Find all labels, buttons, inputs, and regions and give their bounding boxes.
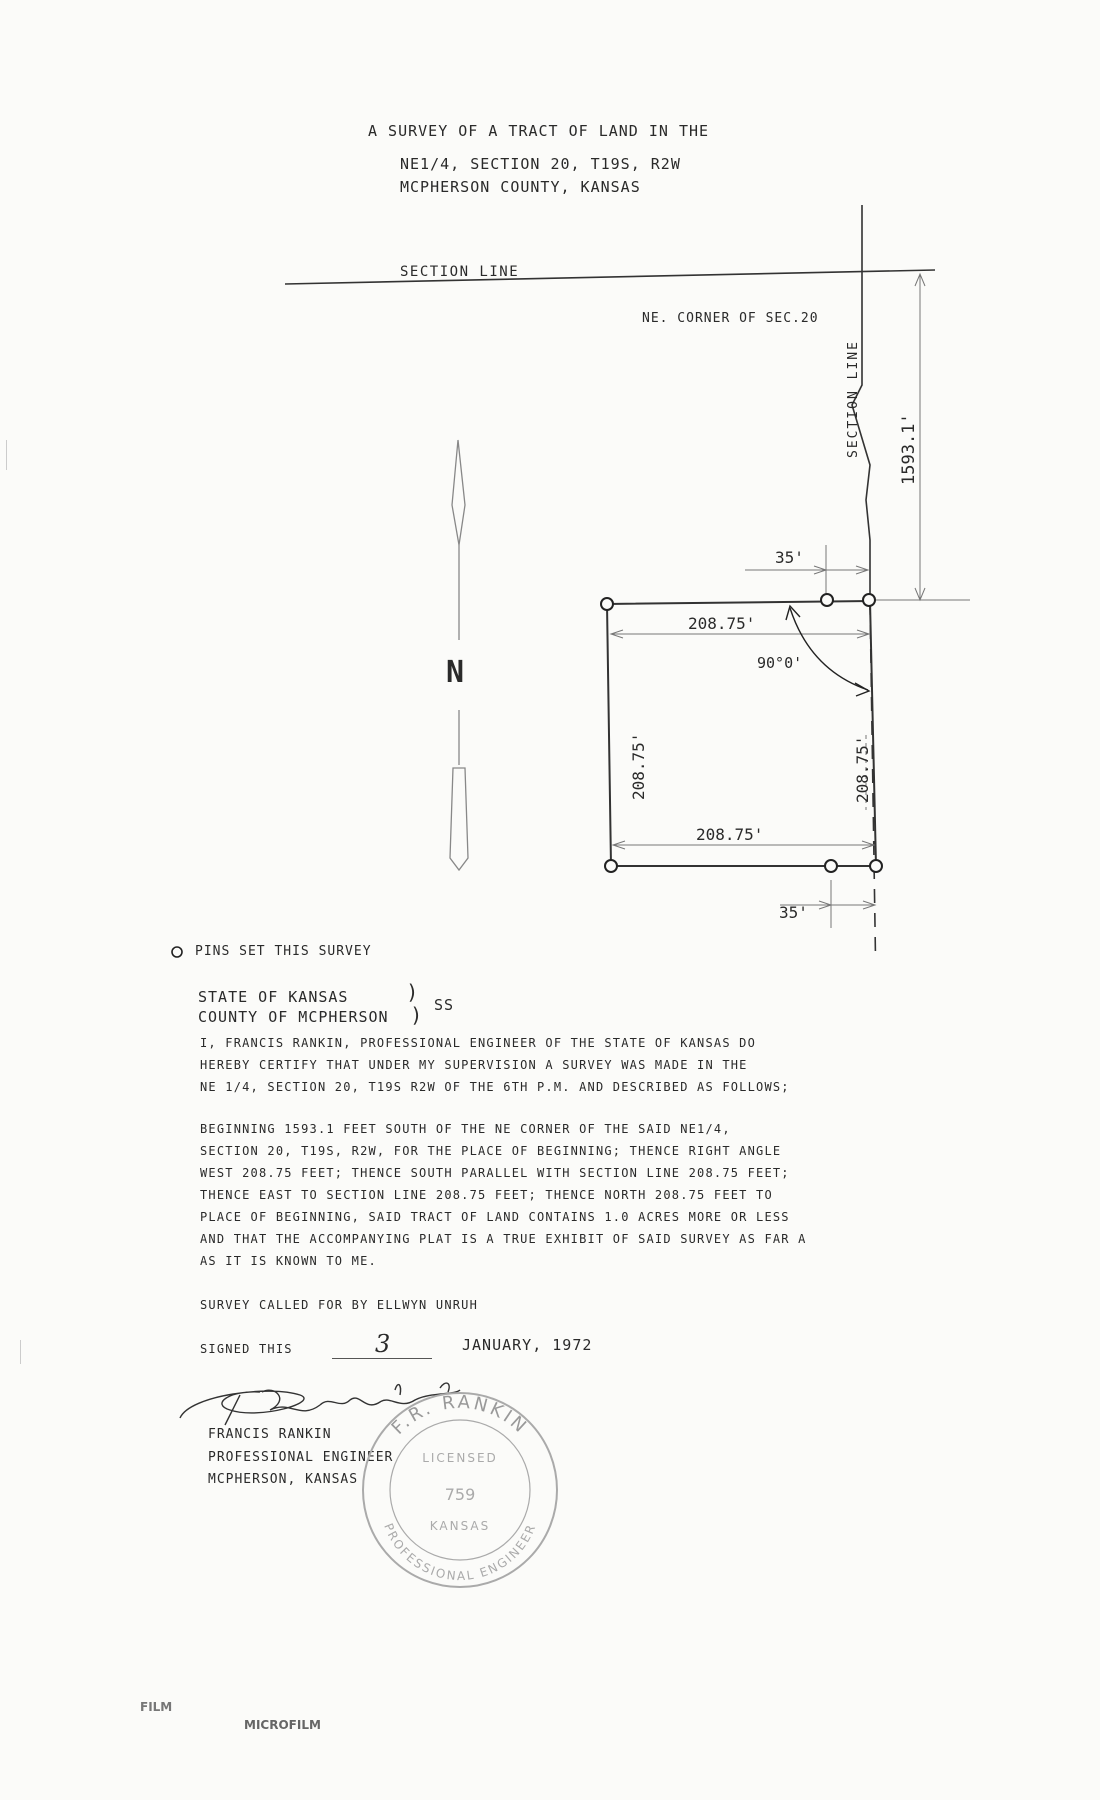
description-line: THENCE EAST TO SECTION LINE 208.75 FEET; THENCE NORTH 208.75 FEET TO [200,1188,773,1202]
venue-bracket-bottom: ) [412,1003,420,1027]
film-stamp: FILM [140,1700,173,1714]
ne-corner-label: NE. CORNER OF SEC.20 [642,311,819,326]
signed-date: JANUARY, 1972 [462,1336,593,1354]
angle-arc [790,608,868,690]
description-line: AND THAT THE ACCOMPANYING PLAT IS A TRUE EXHIBIT OF SAID SURVEY AS FAR A [200,1232,807,1246]
seal-licensed-text: LICENSED [422,1451,498,1465]
venue-county: COUNTY OF MCPHERSON [198,1008,389,1026]
seal-bottom-text: PROFESSIONAL ENGINEER [381,1521,539,1584]
section-line-side-label: SECTION LINE [846,340,861,458]
certification-line: I, FRANCIS RANKIN, PROFESSIONAL ENGINEER OF THE STATE OF KANSAS DO [200,1036,757,1050]
called-for-line: SURVEY CALLED FOR BY ELLWYN UNRUH [200,1298,479,1312]
legend-pins-label: PINS SET THIS SURVEY [195,944,372,959]
venue-bracket-top: ) [408,980,416,1004]
seal-number-text: 759 [444,1485,476,1504]
signed-day: 3 [375,1330,391,1358]
signed-day-underline [332,1358,432,1359]
description-line: PLACE OF BEGINNING, SAID TRACT OF LAND CONTAINS 1.0 ACRES MORE OR LESS [200,1210,790,1224]
dim-1593-label: 1593.1' [899,413,919,485]
signature-name: FRANCIS RANKIN [208,1427,332,1442]
seal-top-text: F.R. RANKIN [387,1391,533,1439]
signature-location: MCPHERSON, KANSAS [208,1472,359,1487]
north-label: N [446,655,465,690]
venue-state: STATE OF KANSAS [198,988,349,1006]
title-line-3: MCPHERSON COUNTY, KANSAS [400,178,641,196]
scan-edge-mark [6,440,7,470]
title-line-2: NE1/4, SECTION 20, T19S, R2W [400,155,681,173]
right-height-label: 208.75' [853,735,872,803]
pin-marker [870,860,882,872]
venue-ss: SS [434,996,455,1014]
pin-marker [821,594,833,606]
pin-marker [863,594,875,606]
certification-line: NE 1/4, SECTION 20, T19S R2W OF THE 6TH P.M. AND DESCRIBED AS FOLLOWS; [200,1080,790,1094]
description-line: SECTION 20, T19S, R2W, FOR THE PLACE OF BEGINNING; THENCE RIGHT ANGLE [200,1144,782,1158]
pin-marker [605,860,617,872]
bottom-width-label: 208.75' [696,825,764,844]
microfilm-stamp: MICROFILM [244,1718,321,1732]
description-line: WEST 208.75 FEET; THENCE SOUTH PARALLEL WITH SECTION LINE 208.75 FEET; [200,1166,790,1180]
scan-edge-mark [20,1340,21,1364]
signature-title: PROFESSIONAL ENGINEER [208,1450,394,1465]
offset-top-label: 35' [775,548,804,567]
section-line-top-label: SECTION LINE [400,264,520,280]
top-width-label: 208.75' [688,614,756,633]
signed-prefix: SIGNED THIS [200,1342,293,1356]
title-line-1: A SURVEY OF A TRACT OF LAND IN THE [368,122,710,140]
pin-marker [601,598,613,610]
legend-pin-icon [172,947,182,957]
svg-text:F.R. RANKIN [388,1392,533,1439]
description-line: AS IT IS KNOWN TO ME. [200,1254,377,1268]
angle-label: 90°0' [757,654,803,672]
angle-arrow [855,683,869,696]
pin-marker [825,860,837,872]
seal-state-text: KANSAS [429,1519,491,1533]
svg-text:PROFESSIONAL ENGINEER [381,1521,539,1583]
section-line-horizontal [285,270,935,284]
left-height-label: 208.75' [629,732,648,800]
certification-line: HEREBY CERTIFY THAT UNDER MY SUPERVISION A SURVEY WAS MADE IN THE [200,1058,748,1072]
offset-bottom-label: 35' [779,903,808,922]
description-line: BEGINNING 1593.1 FEET SOUTH OF THE NE CORNER OF THE SAID NE1/4, [200,1122,731,1136]
